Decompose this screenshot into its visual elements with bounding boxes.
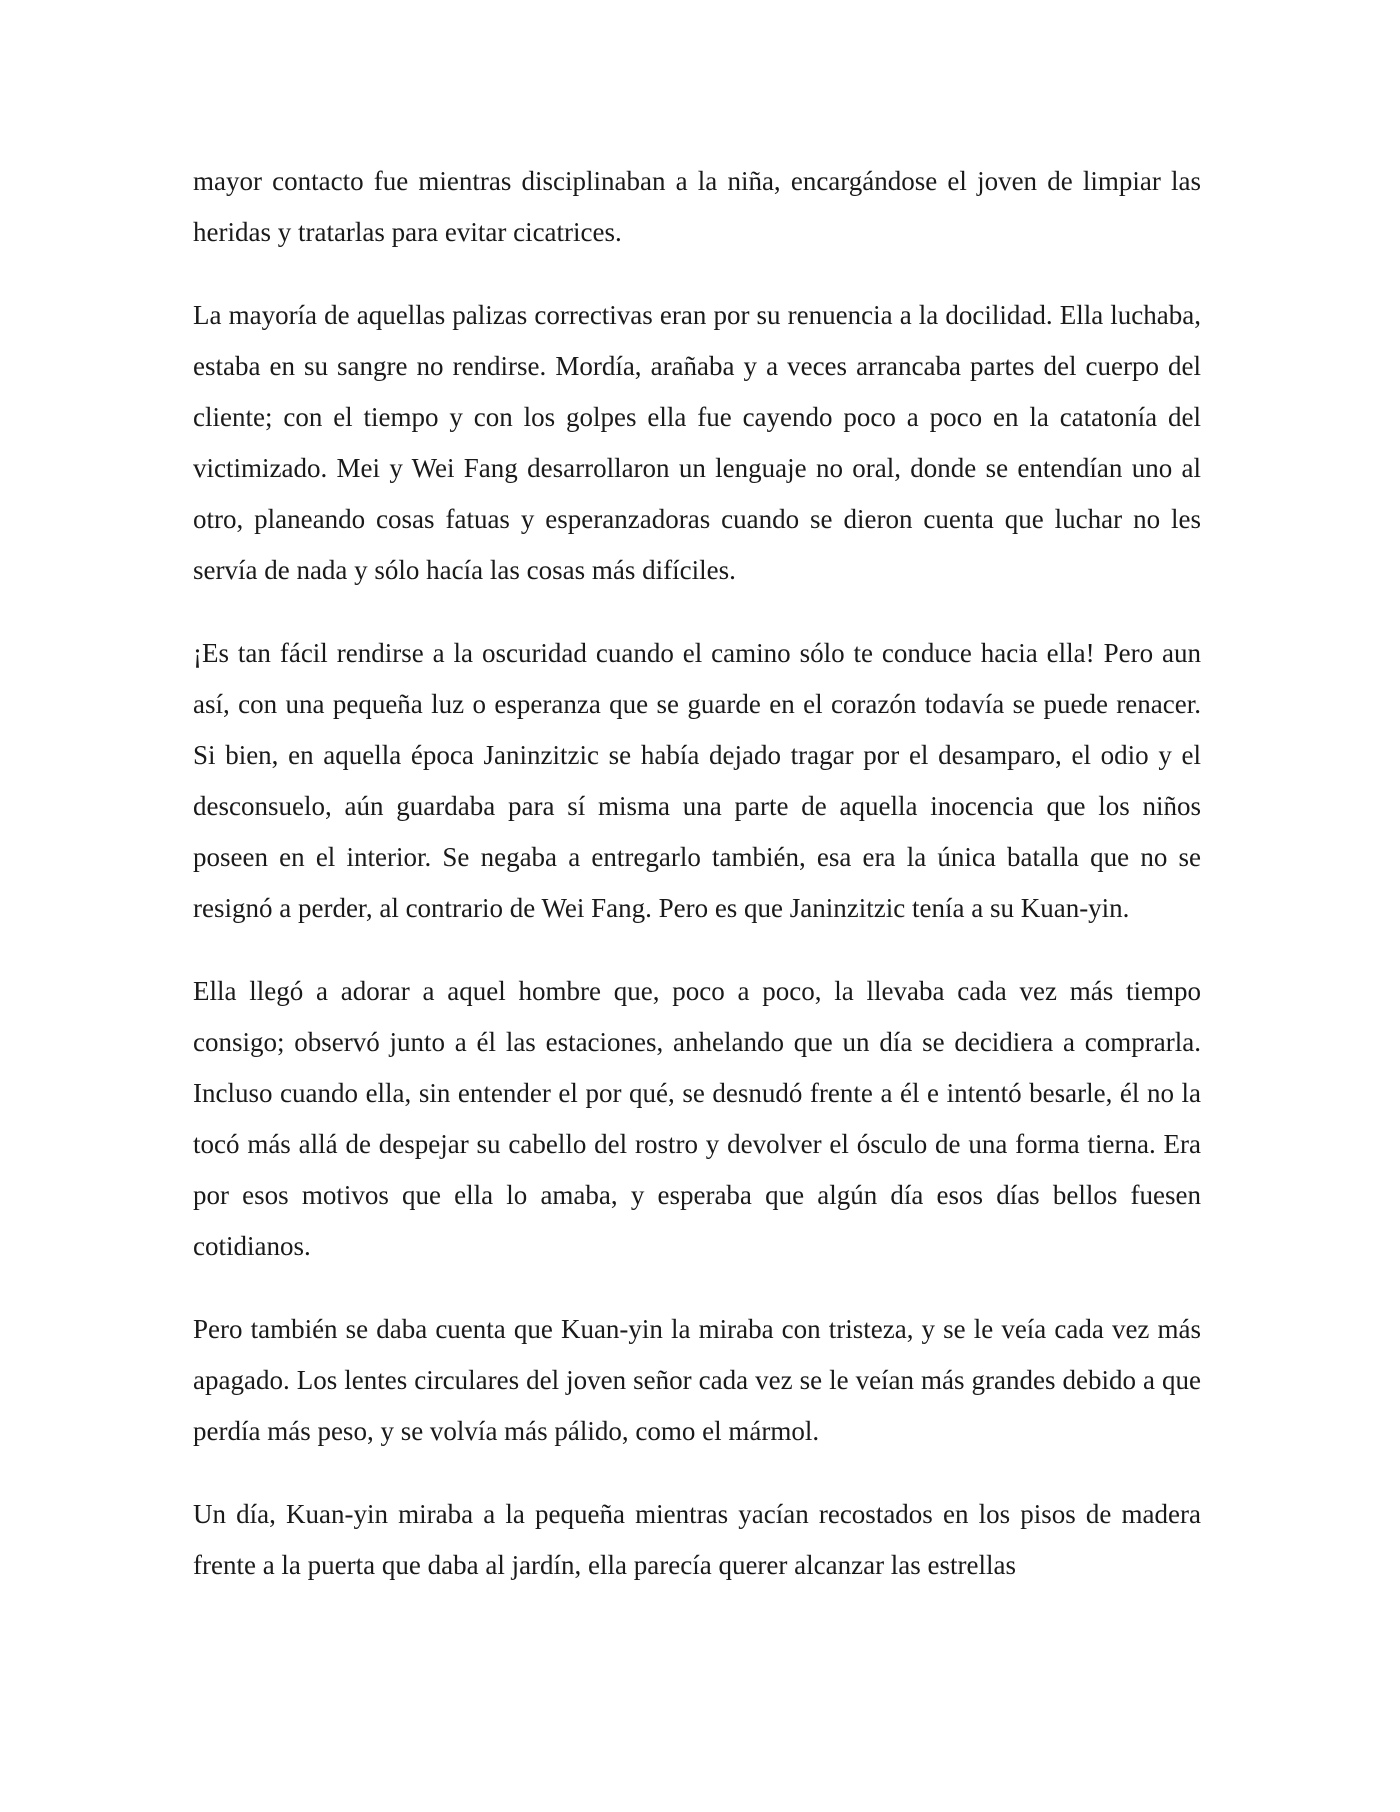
- paragraph-5: Pero también se daba cuenta que Kuan-yin la miraba con tristeza, y se le veía cada vez más apagado. Los lentes circulares del joven señor cada vez se le veían más grandes debido a que perdía más peso, y se volvía más pálido, como el mármol.: [193, 1314, 1201, 1446]
- paragraph-1: mayor contacto fue mientras disciplinaban a la niña, encargándose el joven de limpiar las heridas y tratarlas para evitar cicatrices.: [193, 166, 1201, 247]
- paragraph-2: La mayoría de aquellas palizas correctivas eran por su renuencia a la docilidad. Ella luchaba, estaba en su sangre no rendirse. Mordía, arañaba y a veces arrancaba partes del cuerpo del cliente; con el tiempo y con los golpes ella fue cayendo poco a poco en la catatonía del victimizado. Mei y Wei Fang desarrollaron un lenguaje no oral, donde se entendían uno al otro, planeando cosas fatuas y esperanzadoras cuando se dieron cuenta que luchar no les servía de nada y sólo hacía las cosas más difíciles.: [193, 300, 1201, 585]
- paragraph-6: Un día, Kuan-yin miraba a la pequeña mientras yacían recostados en los pisos de madera frente a la puerta que daba al jardín, ella parecía querer alcanzar las estrellas: [193, 1499, 1201, 1580]
- paragraph-4: Ella llegó a adorar a aquel hombre que, poco a poco, la llevaba cada vez más tiempo consigo; observó junto a él las estaciones, anhelando que un día se decidiera a comprarla. Incluso cuando ella, sin entender el por qué, se desnudó frente a él e intentó besarle, él no la tocó más allá de despejar su cabello del rostro y devolver el ósculo de una forma tierna. Era por esos motivos que ella lo amaba, y esperaba que algún día esos días bellos fuesen cotidianos.: [193, 976, 1201, 1261]
- paragraph-3: ¡Es tan fácil rendirse a la oscuridad cuando el camino sólo te conduce hacia ella! Pero aun así, con una pequeña luz o esperanza que se guarde en el corazón todavía se puede renacer. Si bien, en aquella época Janinzitzic se había dejado tragar por el desamparo, el odio y el desconsuelo, aún guardaba para sí misma una parte de aquella inocencia que los niños poseen en el interior. Se negaba a entregarlo también, esa era la única batalla que no se resignó a perder, al contrario de Wei Fang. Pero es que Janinzitzic tenía a su Kuan-yin.: [193, 638, 1201, 923]
- document-body: [193, 156, 1201, 1591]
